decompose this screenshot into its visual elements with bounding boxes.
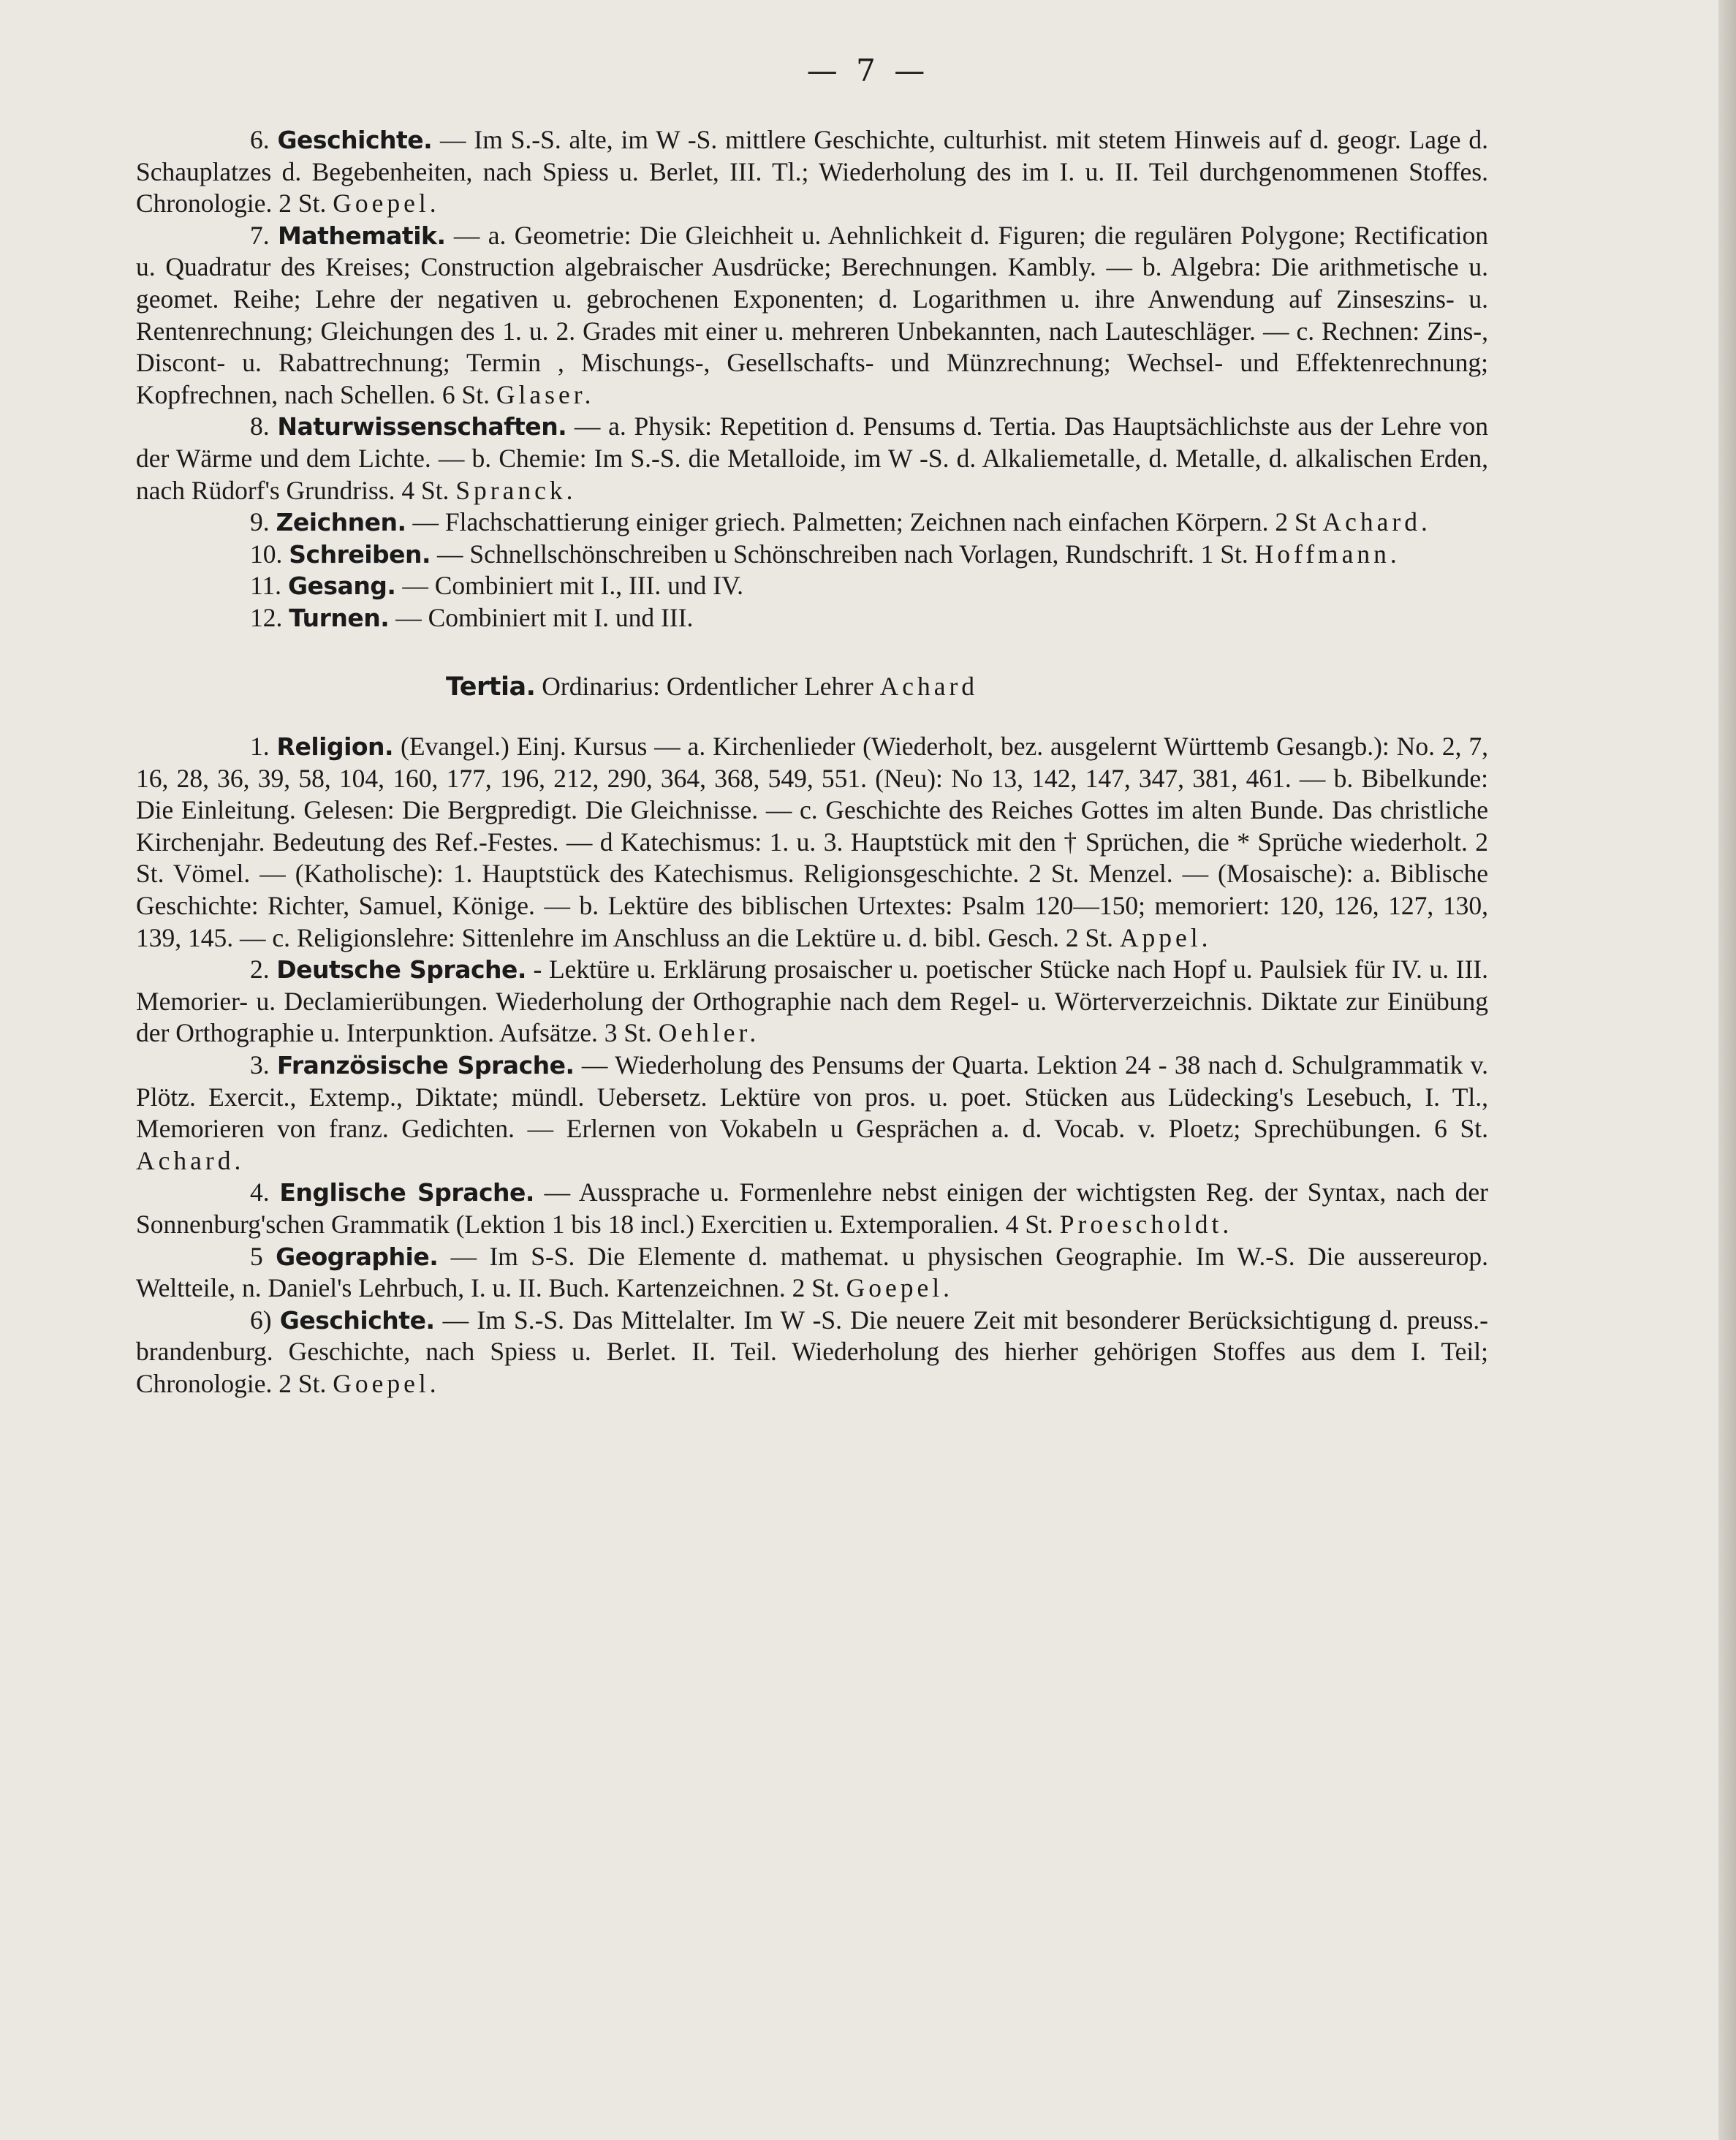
teacher-name: Glaser. [496,379,595,409]
subject-heading: Geschichte. [279,1305,435,1335]
paragraph-schreiben: 10. Schreiben. — Schnellschönschreiben u Schönschreiben nach Vorlagen, Rundschrift. 1 St. Hoffmann. [250,539,1400,569]
subject-heading: Religion. [276,732,394,762]
subject-heading: Naturwissenschaften. [277,412,567,441]
body-text [136,124,1488,1400]
class-heading: Tertia. Ordinarius: Ordentlicher Lehrer Achard [446,671,979,702]
subject-heading: Gesang. [287,572,396,601]
paragraph-turnen: 12. Turnen. — Combiniert mit I. und III. [250,602,694,632]
page-number: — 7 — [806,53,930,88]
subject-heading: Französische Sprache. [276,1051,575,1080]
paragraph-englische-sprache: 4. Englische Sprache. — Aussprache u. Formenlehre nebst einigen der wichtigsten Reg. der Syntax, nach der Sonnenburg'schen Grammatik (Lektion 1 bis 18 incl.) Exercitien u. Extemporalien. 4 St. Proescholdt. [136,1177,1488,1239]
subject-heading: Schreiben. [289,539,431,569]
subject-heading: Geographie. [276,1242,439,1271]
teacher-name: Hoffmann. [1254,539,1400,569]
teacher-name: Appel. [1119,922,1212,952]
subject-heading: Englische Sprache. [279,1178,534,1207]
paragraph-geographie: 5 Geographie. — Im S-S. Die Elemente d. mathemat. u physischen Geographie. Im W.-S. Die aussereurop. Weltteile, n. Daniel's Lehrbuch, I. u. II. Buch. Kartenzeichnen. 2 St. Goepel. [136,1241,1489,1303]
paragraph-franzoesische-sprache: 3. Französische Sprache. — Wiederholung des Pensums der Quarta. Lektion 24 - 38 nach d. Schulgrammatik v. Plötz. Exercit., Extemp., Diktate; mündl. Uebersetz. Lektüre von pros. u. poet. Stücken aus Lüdecking's Lesebuch, I. Tl., Memorieren von franz. Gedichten. — Erlernen von Vokabeln u Gesprächen a. d. Vocab. v. Ploetz; Sprechübungen. 6 St. Achard. [136,1050,1488,1175]
teacher-name: Achard. [136,1145,245,1175]
paragraph-religion: 1. Religion. (Evangel.) Einj. Kursus — a. Kirchenlieder (Wiederholt, bez. ausgelernt Württemb Gesangb.): No. 2, 7, 16, 28, 36, 39, 58, 104, 160, 177, 196, 212, 290, 364, 368, 549, 551. (Neu): No 13, 142, 147, 347, 381, 461. — b. Bibelkunde: Die Einleitung. Gelesen: Die Bergpredigt. Die Gleichnisse. — c. Geschichte des Reiches Gottes im alten Bunde. Das christliche Kirchenjahr. Bedeutung des Ref.-Festes. — d Katechismus: 1. u. 3. Hauptstück mit den † Sprüchen, die * Sprüche wiederholt. 2 St. Vömel. — (Katholische): 1. Hauptstück des Katechismus. Religionsgeschichte. 2 St. Menzel. — (Mosaische): a. Biblische Geschichte: Richter, Samuel, Könige. — b. Lektüre des biblischen Urtextes: Psalm 120—150; memoriert: 120, 126, 127, 130, 139, 145. — c. Religionslehre: Sittenlehre im Anschluss an die Lektüre u. d. bibl. Gesch. 2 St. Appel. [136,732,1489,952]
teacher-name: Proescholdt. [1059,1210,1233,1239]
teacher-name: Oehler. [658,1018,760,1048]
teacher-name: Achard. [1322,507,1431,537]
paragraph-geschichte-tertia: 6) Geschichte. — Im S.-S. Das Mittelalter. Im W -S. Die neuere Zeit mit besonderer Berücksichtigung d. preuss.-brandenburg. Geschichte, nach Spiess u. Berlet. II. Teil. Wiederholung des hierher gehörigen Stoffes aus dem I. Teil; Chronologie. 2 St. Goepel. [136,1305,1489,1398]
paragraph-geschichte: 6. Geschichte. — Im S.-S. alte, im W -S. mittlere Geschichte, culturhist. mit stetem Hinweis auf d. geogr. Lage d. Schauplatzes d. Begebenheiten, nach Spiess u. Berlet, III. Tl.; Wiederholung des im I. u. II. Teil durchgenommenen Stoffes. Chronologie. 2 St. Goepel. [136,125,1488,219]
subject-heading: Mathematik. [278,221,446,250]
teacher-name: Goepel. [846,1273,953,1303]
paragraph-mathematik: 7. Mathematik. — a. Geometrie: Die Gleichheit u. Aehnlichkeit d. Figuren; die regulären Polygone; Rectification u. Quadratur des Kreises; Construction algebraischer Ausdrücke; Berechnungen. Kambly. — b. Algebra: Die arithmetische u. geomet. Reihe; Lehre der negativen u. gebrochenen Exponenten; d. Logarithmen u. ihre Anwendung auf Zinseszins- u. Rentenrechnung; Gleichungen des 1. u. 2. Grades mit einer u. mehreren Unbekannten, nach Lauteschläger. — c. Rechnen: Zins-, Discont- u. Rabattrechnung; Termin , Mischungs-, Gesellschafts- und Münzrechnung; Wechsel- und Effektenrechnung; Kopfrechnen, nach Schellen. 6 St. Glaser. [136,220,1489,409]
paragraph-deutsche-sprache: 2. Deutsche Sprache. - Lektüre u. Erklärung prosaischer u. poetischer Stücke nach Hopf u. Paulsiek für IV. u. III. Memorier- u. Declamierübungen. Wiederholung der Orthographie nach dem Regel- u. Wörterverzeichnis. Diktate zur Einübung der Orthographie u. Interpunktion. Aufsätze. 3 St. Oehler. [136,955,1488,1048]
subject-heading: Turnen. [289,603,390,632]
subject-heading: Geschichte. [277,126,433,154]
teacher-name: Goepel. [333,189,440,219]
paragraph-naturwissenschaften: 8. Naturwissenschaften. — a. Physik: Repetition d. Pensums d. Tertia. Das Hauptsächlichste aus der Lehre von der Wärme und dem Lichte. — b. Chemie: Im S.-S. die Metalloide, im W -S. d. Alkaliemetalle, d. Metalle, d. alkalischen Erden, nach Rüdorf's Grundriss. 4 St. Spranck. [136,411,1488,505]
subject-heading: Zeichnen. [276,508,406,537]
teacher-name: Spranck. [455,475,577,505]
teacher-name: Achard [879,671,979,701]
paragraph-zeichnen: 9. Zeichnen. — Flachschattierung einiger griech. Palmetten; Zeichnen nach einfachen Körpern. 2 St Achard. [250,507,1431,537]
paragraph-gesang: 11. Gesang. — Combiniert mit I., III. und IV. [250,571,744,601]
subject-heading: Deutsche Sprache. [276,955,526,984]
class-name: Tertia. [446,672,536,702]
page-edge [1718,0,1736,2140]
teacher-name: Goepel. [333,1368,440,1398]
